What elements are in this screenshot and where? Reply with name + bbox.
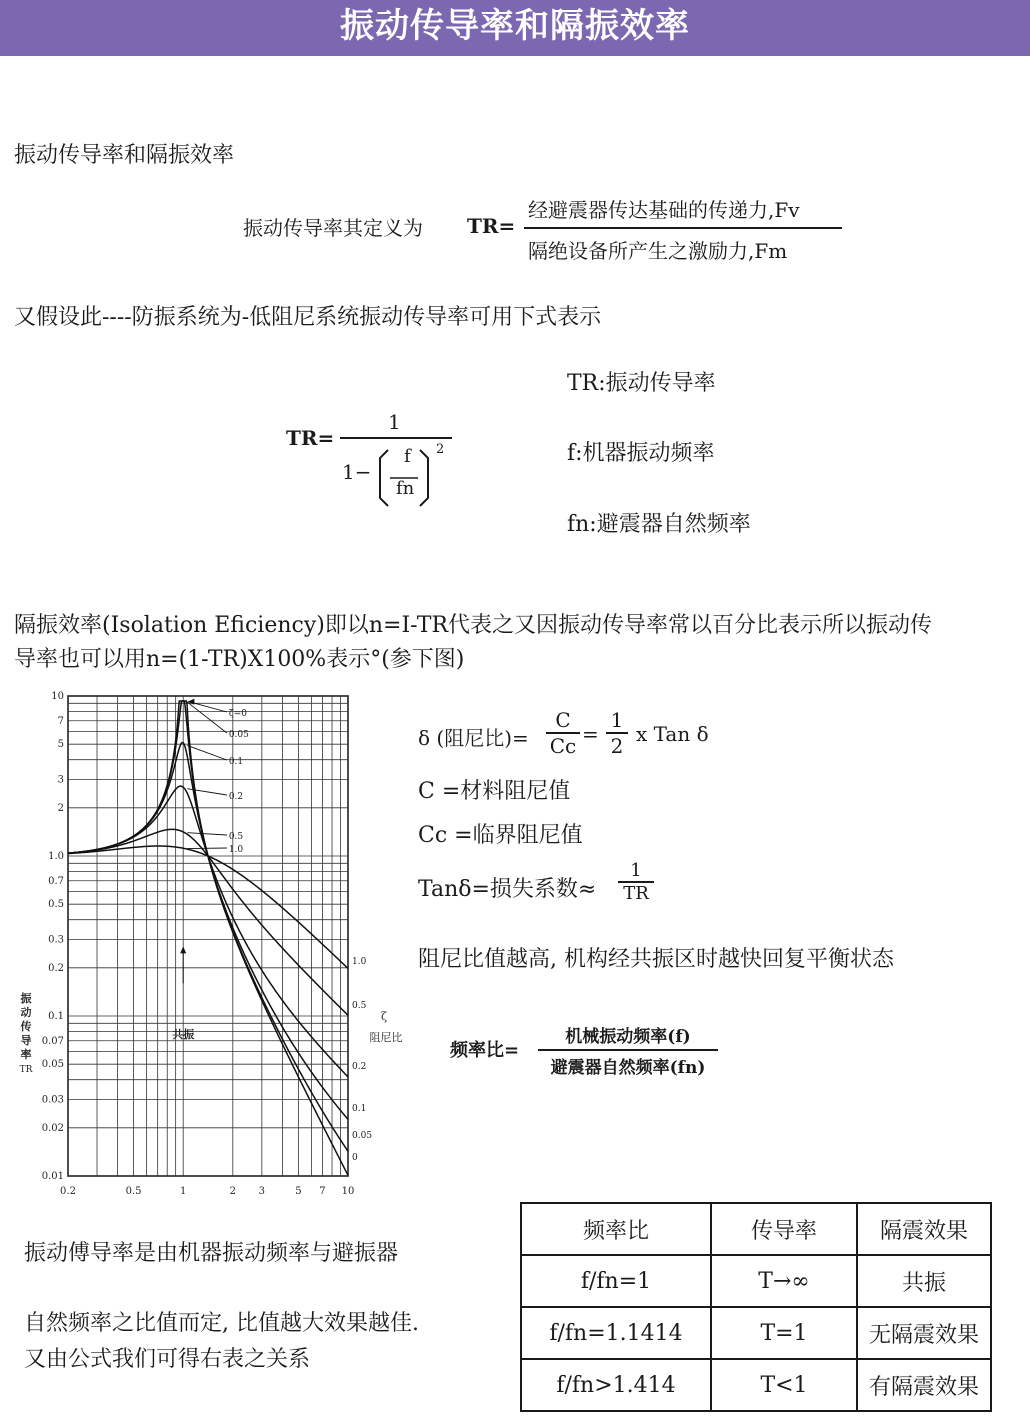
table-cell: T=1 (711, 1307, 857, 1359)
table-row (521, 1307, 991, 1359)
legend-title-symbol: ζ (381, 1010, 387, 1023)
legend-tr: TR:振动传导率 (567, 371, 716, 396)
series-label: 0.1 (228, 757, 244, 767)
series-right-label: 0.05 (352, 1131, 373, 1141)
y-tick-label: 0.02 (41, 1122, 64, 1134)
x-tick-label: 0.2 (60, 1186, 76, 1197)
series-line-zeta-1 (68, 846, 348, 968)
definition-label: 振动传导率其定义为 (243, 216, 423, 240)
y-tick-label: 5 (57, 739, 64, 751)
y-tick-label: 0.7 (48, 875, 64, 887)
definition-fraction (524, 194, 842, 264)
series-right-label: 1.0 (352, 957, 367, 967)
y-tick-label: 7 (57, 715, 64, 727)
definition-numerator: 经避震器传达基础的传递力,Fv (524, 194, 842, 229)
tr-formula-bar (340, 437, 452, 439)
table-row (521, 1255, 991, 1307)
damping-tan-den: TR (623, 883, 649, 904)
table-cell: T<1 (711, 1359, 857, 1411)
table-cell: 有隔震效果 (857, 1359, 991, 1411)
relation-table (520, 1202, 992, 1412)
series-line-zeta-0-1 (68, 743, 348, 1120)
series-right-label: 0.5 (352, 1001, 367, 1011)
y-axis-label-char: 动 (20, 1006, 32, 1019)
table-header-cell: 频率比 (521, 1203, 711, 1255)
page-banner: 振动传导率和隔振效率 (0, 0, 1030, 56)
series-arrow (187, 699, 194, 705)
table-header-cell: 传导率 (711, 1203, 857, 1255)
x-tick-label: 2 (229, 1186, 236, 1197)
x-tick-label: 5 (295, 1186, 302, 1197)
damping-half-fraction (606, 708, 628, 758)
series-label: ζ=0 (228, 709, 247, 719)
damping-tan-num: 1 (618, 860, 654, 883)
series-line-zeta-0-5 (68, 829, 348, 1015)
damping-tan-label: Tanδ=损失系数≈ (418, 877, 597, 902)
series-leader-line (187, 848, 227, 849)
series-label: 0.05 (228, 730, 249, 740)
damping-formula (418, 708, 738, 764)
table-cell: 共振 (857, 1255, 991, 1307)
table-cell: f/fn=1 (521, 1255, 711, 1307)
x-tick-label: 3 (258, 1186, 266, 1197)
y-axis-unit: TR (19, 1065, 33, 1075)
legend-title: 阻尼比 (369, 1031, 403, 1044)
y-tick-label: 3 (57, 774, 64, 786)
series-leader-line (187, 745, 227, 760)
table-header-cell: 隔震效果 (857, 1203, 991, 1255)
tr-formula (286, 410, 466, 510)
assumption-text: 又假设此----防振系统为-低阻尼系统振动传导率可用下式表示 (14, 305, 602, 330)
series-label: 0.5 (228, 832, 244, 842)
damping-two: 2 (610, 734, 624, 758)
legend-f: f:机器振动频率 (567, 441, 715, 466)
bottom-text-2: 自然频率之比值而定, 比值越大效果越佳. (24, 1311, 419, 1336)
table-header-row (521, 1203, 991, 1255)
series-right-label: 0.2 (352, 1062, 367, 1072)
y-axis-label-char: 传 (20, 1020, 32, 1033)
resonance-arrow-head (180, 946, 186, 953)
table-row (521, 1359, 991, 1411)
y-axis-label-char: 振 (20, 992, 32, 1005)
series-label: 1.0 (228, 845, 244, 855)
damping-eq: = (582, 722, 599, 746)
y-tick-label: 1.0 (48, 851, 64, 862)
y-tick-label: 0.07 (41, 1035, 64, 1047)
table-cell: 无隔震效果 (857, 1307, 991, 1359)
damping-note: 阻尼比值越高, 机构经共振区时越快回复平衡状态 (418, 947, 894, 972)
bottom-text-3: 又由公式我们可得右表之关系 (24, 1347, 311, 1372)
table-cell: f/fn=1.1414 (521, 1307, 711, 1359)
y-tick-label: 0.1 (48, 1011, 64, 1022)
efficiency-line-1: 隔振效率(Isolation Eficiency)即以n=I-TR代表之又因振动传导率常以百分比表示所以振动传 (14, 613, 933, 638)
tr-formula-label: TR= (286, 426, 335, 450)
chart-curves (68, 701, 348, 1175)
freq-ratio-denominator: 避震器自然频率(fn) (550, 1058, 706, 1078)
damping-cc: Cc (549, 734, 577, 758)
series-right-label: 0 (352, 1153, 358, 1163)
chart-labels (20, 691, 403, 1197)
resonance-annotation: 共振 (172, 1027, 195, 1041)
damping-c-def: C =材料阻尼值 (418, 779, 571, 804)
x-tick-label: 1 (180, 1186, 187, 1197)
freq-ratio-fraction (538, 1022, 718, 1078)
tr-formula-exponent: 2 (436, 442, 445, 457)
y-tick-label: 0.2 (48, 962, 64, 974)
y-tick-label: 2 (57, 802, 64, 814)
y-tick-label: 0.03 (41, 1094, 64, 1106)
series-leader-line (187, 833, 227, 835)
section-heading: 振动传导率和隔振效率 (14, 143, 235, 168)
y-axis-label-char: 率 (20, 1048, 32, 1061)
tr-formula-fn: fn (396, 478, 415, 499)
x-tick-label: 0.5 (125, 1186, 142, 1197)
damping-tan: x Tan δ (636, 722, 709, 746)
definition-tr: TR= (467, 214, 516, 238)
chart-grid (68, 696, 348, 1176)
definition-denominator: 隔绝设备所产生之激励力,Fm (528, 239, 788, 263)
series-line-zeta-0-05 (68, 701, 348, 1151)
y-tick-label: 0.3 (48, 934, 64, 946)
efficiency-line-2: 导率也可以用n=(1-TR)X100%表示°(参下图) (14, 647, 465, 672)
damping-tan-fraction (618, 860, 654, 904)
x-tick-label: 10 (341, 1186, 355, 1197)
legend-fn: fn:避震器自然频率 (567, 512, 751, 537)
damping-cc-def: Cc =临界阻尼值 (418, 823, 583, 848)
freq-ratio-label: 频率比= (450, 1040, 520, 1061)
series-line-zeta-0 (68, 701, 348, 1175)
series-line-zeta-0-2 (68, 786, 348, 1077)
chart-frame (68, 696, 348, 1176)
y-axis-label-char: 导 (20, 1034, 32, 1047)
damping-delta-label: δ (阻尼比)= (418, 726, 529, 750)
series-label: 0.2 (228, 792, 244, 802)
table-cell: T→∞ (711, 1255, 857, 1307)
x-tick-label: 7 (319, 1186, 326, 1197)
y-tick-label: 0.01 (41, 1171, 64, 1182)
damping-one: 1 (606, 708, 628, 734)
bottom-text-1: 振动傅导率是由机器振动频率与避振器 (24, 1241, 399, 1266)
tr-formula-f: f (404, 446, 411, 467)
table-cell: f/fn>1.414 (521, 1359, 711, 1411)
y-tick-label: 0.05 (41, 1059, 64, 1071)
freq-ratio-numerator: 机械振动频率(f) (538, 1022, 718, 1051)
tr-formula-numerator: 1 (388, 410, 401, 434)
y-tick-label: 10 (51, 691, 64, 702)
damping-c-fraction (546, 708, 580, 758)
y-tick-label: 0.5 (48, 899, 64, 911)
tr-formula-one-minus: 1− (342, 460, 372, 484)
series-right-label: 0.1 (352, 1104, 367, 1114)
damping-c: C (546, 708, 580, 734)
transmissibility-chart (14, 690, 414, 1200)
